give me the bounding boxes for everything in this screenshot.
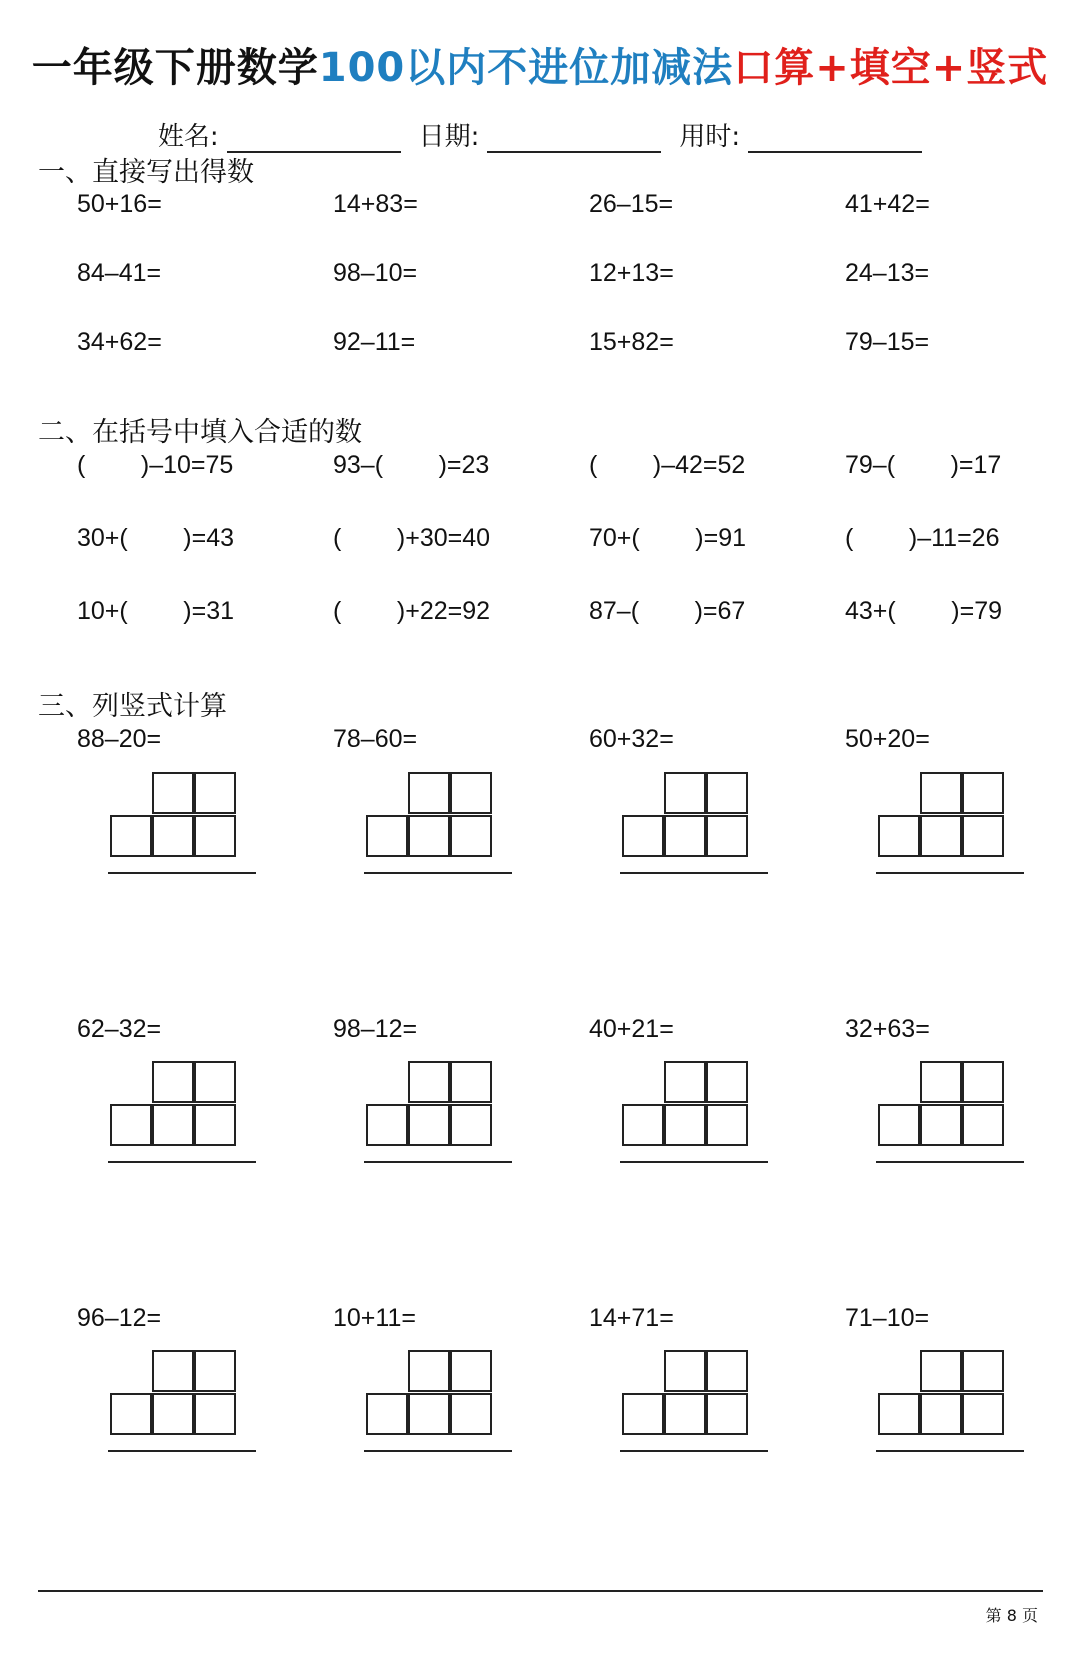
digit-box[interactable]	[622, 815, 664, 857]
page-title	[0, 36, 1080, 93]
vertical-calc-grid	[876, 1061, 1026, 1171]
result-line	[364, 1161, 512, 1163]
digit-box[interactable]	[664, 1393, 706, 1435]
digit-box[interactable]	[450, 1104, 492, 1146]
problem: 79–( )=17	[845, 451, 1002, 479]
date-label: 日期:	[418, 122, 480, 152]
digit-box[interactable]	[450, 772, 492, 814]
digit-box[interactable]	[878, 1393, 920, 1435]
digit-box[interactable]	[408, 1061, 450, 1103]
digit-box[interactable]	[706, 1104, 748, 1146]
digit-box[interactable]	[366, 1393, 408, 1435]
result-line	[108, 1450, 256, 1452]
digit-box[interactable]	[706, 1350, 748, 1392]
digit-box[interactable]	[920, 772, 962, 814]
digit-box[interactable]	[152, 1104, 194, 1146]
problem: 26–15=	[589, 190, 674, 218]
result-line	[620, 1450, 768, 1452]
problem: 84–41=	[77, 259, 162, 287]
problem: 78–60=	[333, 725, 418, 753]
digit-box[interactable]	[408, 1104, 450, 1146]
digit-box[interactable]	[878, 815, 920, 857]
vertical-calc-grid	[364, 1061, 514, 1171]
digit-box[interactable]	[152, 1350, 194, 1392]
digit-box[interactable]	[366, 815, 408, 857]
footer-divider	[38, 1590, 1043, 1592]
digit-box[interactable]	[110, 1393, 152, 1435]
digit-box[interactable]	[664, 815, 706, 857]
problem: 60+32=	[589, 725, 674, 753]
digit-box[interactable]	[920, 1061, 962, 1103]
problem: 43+( )=79	[845, 597, 1003, 625]
digit-box[interactable]	[878, 1104, 920, 1146]
digit-box[interactable]	[962, 1350, 1004, 1392]
name-blank[interactable]	[227, 125, 401, 153]
problem: 34+62=	[77, 328, 162, 356]
digit-box[interactable]	[450, 1061, 492, 1103]
problem: ( )–10=75	[77, 451, 234, 479]
vertical-calc-grid	[364, 1350, 514, 1460]
result-line	[876, 1450, 1024, 1452]
time-field	[679, 116, 922, 153]
problem: 88–20=	[77, 725, 162, 753]
digit-box[interactable]	[920, 815, 962, 857]
digit-box[interactable]	[706, 772, 748, 814]
vertical-calc-grid	[876, 1350, 1026, 1460]
digit-box[interactable]	[664, 1061, 706, 1103]
result-line	[108, 872, 256, 874]
vertical-calc-grid	[620, 1350, 770, 1460]
section-title-vertical-calc: 三、列竖式计算	[38, 691, 227, 722]
digit-box[interactable]	[194, 815, 236, 857]
result-line	[364, 872, 512, 874]
info-row	[0, 116, 1080, 153]
title-grade: 一年级下册数学	[31, 45, 319, 91]
digit-box[interactable]	[920, 1350, 962, 1392]
vertical-calc-grid	[620, 772, 770, 882]
problem: 12+13=	[589, 259, 674, 287]
problem: 41+42=	[845, 190, 930, 218]
digit-box[interactable]	[706, 1393, 748, 1435]
result-line	[108, 1161, 256, 1163]
vertical-calc-grid	[108, 1061, 258, 1171]
digit-box[interactable]	[920, 1393, 962, 1435]
digit-box[interactable]	[962, 815, 1004, 857]
problem: 14+71=	[589, 1304, 674, 1332]
problem: 10+( )=31	[77, 597, 235, 625]
title-types: 口算+填空+竖式	[733, 45, 1049, 91]
digit-box[interactable]	[962, 1393, 1004, 1435]
digit-box[interactable]	[450, 1393, 492, 1435]
vertical-calc-grid	[620, 1061, 770, 1171]
problem: ( )–42=52	[589, 451, 746, 479]
problem: 70+( )=91	[589, 524, 747, 552]
digit-box[interactable]	[194, 772, 236, 814]
digit-box[interactable]	[194, 1104, 236, 1146]
problem: 71–10=	[845, 1304, 930, 1332]
result-line	[876, 872, 1024, 874]
digit-box[interactable]	[920, 1104, 962, 1146]
time-blank[interactable]	[748, 125, 922, 153]
vertical-calc-grid	[108, 772, 258, 882]
digit-box[interactable]	[110, 1104, 152, 1146]
result-line	[620, 1161, 768, 1163]
result-line	[364, 1450, 512, 1452]
digit-box[interactable]	[152, 815, 194, 857]
digit-box[interactable]	[622, 1104, 664, 1146]
vertical-calc-grid	[876, 772, 1026, 882]
digit-box[interactable]	[664, 1104, 706, 1146]
problem: 96–12=	[77, 1304, 162, 1332]
problem: 87–( )=67	[589, 597, 746, 625]
digit-box[interactable]	[962, 1104, 1004, 1146]
problem: 98–12=	[333, 1015, 418, 1043]
problem: 30+( )=43	[77, 524, 235, 552]
digit-box[interactable]	[408, 772, 450, 814]
problem: ( )–11=26	[845, 524, 1000, 552]
problem: 24–13=	[845, 259, 930, 287]
digit-box[interactable]	[152, 1393, 194, 1435]
problem: 50+16=	[77, 190, 162, 218]
digit-box[interactable]	[664, 772, 706, 814]
time-label: 用时:	[679, 122, 741, 152]
digit-box[interactable]	[706, 1061, 748, 1103]
vertical-calc-grid	[364, 772, 514, 882]
vertical-calc-grid	[108, 1350, 258, 1460]
problem: 92–11=	[333, 328, 416, 356]
digit-box[interactable]	[152, 1061, 194, 1103]
problem: 93–( )=23	[333, 451, 490, 479]
date-blank[interactable]	[487, 125, 661, 153]
name-field	[158, 116, 401, 153]
problem: ( )+22=92	[333, 597, 491, 625]
section-title-mental-math: 一、直接写出得数	[38, 157, 254, 188]
digit-box[interactable]	[706, 815, 748, 857]
problem: 32+63=	[845, 1015, 930, 1043]
problem: 15+82=	[589, 328, 674, 356]
digit-box[interactable]	[962, 1061, 1004, 1103]
title-topic: 100以内不进位加减法	[318, 45, 734, 91]
problem: 14+83=	[333, 190, 418, 218]
digit-box[interactable]	[194, 1061, 236, 1103]
problem: ( )+30=40	[333, 524, 491, 552]
digit-box[interactable]	[110, 815, 152, 857]
name-label: 姓名:	[157, 122, 219, 152]
result-line	[876, 1161, 1024, 1163]
problem: 79–15=	[845, 328, 930, 356]
page-number: 第 8 页	[985, 1606, 1038, 1625]
result-line	[620, 872, 768, 874]
digit-box[interactable]	[450, 815, 492, 857]
problem: 62–32=	[77, 1015, 162, 1043]
problem: 50+20=	[845, 725, 930, 753]
date-field	[419, 116, 662, 153]
digit-box[interactable]	[408, 815, 450, 857]
digit-box[interactable]	[622, 1393, 664, 1435]
digit-box[interactable]	[408, 1393, 450, 1435]
digit-box[interactable]	[664, 1350, 706, 1392]
section-title-fill-blanks: 二、在括号中填入合适的数	[38, 417, 362, 448]
problem: 40+21=	[589, 1015, 674, 1043]
digit-box[interactable]	[194, 1393, 236, 1435]
digit-box[interactable]	[450, 1350, 492, 1392]
digit-box[interactable]	[152, 772, 194, 814]
digit-box[interactable]	[962, 772, 1004, 814]
digit-box[interactable]	[408, 1350, 450, 1392]
problem: 98–10=	[333, 259, 418, 287]
digit-box[interactable]	[194, 1350, 236, 1392]
problem: 10+11=	[333, 1304, 416, 1332]
digit-box[interactable]	[366, 1104, 408, 1146]
